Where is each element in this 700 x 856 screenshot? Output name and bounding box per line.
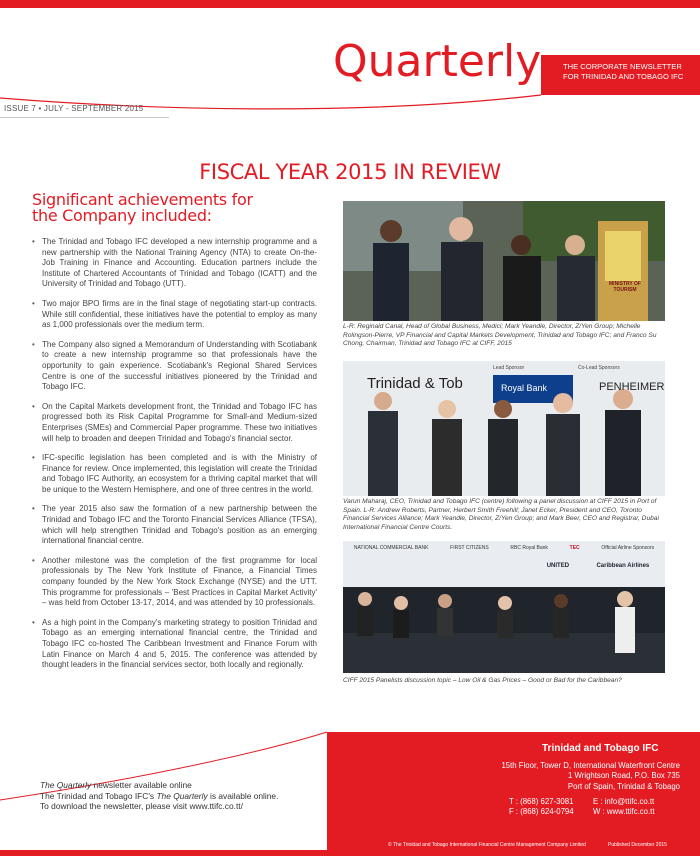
photo-ciff-group-illustration <box>343 201 665 321</box>
footer-telephone: T : (868) 627-3081 <box>509 797 574 806</box>
article-headline: FISCAL YEAR 2015 IN REVIEW <box>199 160 501 184</box>
photo-panel-discussion-illustration <box>343 541 665 673</box>
sponsor-banner <box>343 545 665 551</box>
footer-email[interactable]: E : info@ttifc.co.tt <box>593 797 655 806</box>
footer-address <box>420 761 680 792</box>
list-item: • The Company also signed a Memorandum of Understanding with Scotiabank to create a new internship programme so that professionals have the opportunity to gain experience. Scotiabank's Regional Shared Services Centre is one of the successful initiatives pioneered by the Trinidad and Tobago IFC. <box>32 340 317 393</box>
airline-banner <box>533 563 663 569</box>
tagline-line-2: FOR TRINIDAD AND TOBAGO IFC <box>563 72 684 81</box>
tagline-line-1: THE CORPORATE NEWSLETTER <box>563 62 682 71</box>
footer-org-name: Trinidad and Tobago IFC <box>542 743 659 754</box>
banner-right-text: PENHEIMER <box>599 381 665 393</box>
footer-fax: F : (868) 624-0794 <box>509 807 574 816</box>
online-line2-pre: The Trinidad and Tobago IFC's <box>40 790 157 801</box>
subhead-line-1: Significant achievements for <box>32 190 253 209</box>
address-line-1: 15th Floor, Tower D, International Waterfront Centre <box>501 761 680 770</box>
list-item: • On the Capital Markets development front, the Trinidad and Tobago IFC has progressed both its Risk Capital Programme for Small-and Medium-sized Enterprises (SMEs) and Commercial Paper programme. These two initiatives will help to broaden and deepen Trinidad and Tobago's financial sector. <box>32 402 317 444</box>
online-title-italic: The Quarterly <box>40 780 92 790</box>
photo-ciff-group <box>343 201 665 321</box>
sponsor-firstcitizens: FIRST CITIZENS <box>450 545 489 551</box>
article-subhead <box>32 192 332 224</box>
online-notice-line2 <box>40 791 278 802</box>
issue-divider <box>0 117 169 118</box>
sponsor-airline-label: Official Airline Sponsors <box>601 545 655 551</box>
achievements-list <box>32 237 317 671</box>
photo-1-caption: L-R: Reginald Canal, Head of Global Business, Medici; Mark Yeandle, Director, Z/Yen Group; Michelle Rolingson-Pierre, VP Financial and Capital Markets Development, Trinidad and Tobago IFC; and Franco Su Chong, Chairman, Trinidad and Tobago IFC at CIFF, 2015 <box>343 323 657 348</box>
sponsor-tec: TEC <box>569 545 580 551</box>
footer-copyright: © The Trinidad and Tobago International Financial Centre Management Company Limited <box>388 842 586 848</box>
issue-label: ISSUE 7 • JULY - SEPTEMBER 2015 <box>4 104 144 113</box>
banner-co-text: Co-Lead Sponsors <box>578 365 620 371</box>
online-line2-post: is available online. <box>207 790 279 801</box>
sponsor-caribbean-airlines: Caribbean Airlines <box>596 563 650 569</box>
list-item: • The year 2015 also saw the formation of a new partnership between the Trinidad and Tobago IFC and the Toronto Financial Services Alliance (TFSA), which will help strengthen Trinidad and Tobago's position as an emerging international financial centre. <box>32 504 317 546</box>
sponsor-rbc: RBC Royal Bank <box>510 545 548 551</box>
list-item: • Another milestone was the completion of the first programme for local professionals by The New York Institute of Finance, a Financial Times company founded by the New York Stock Exchange (NYSE) and the UTT. This programme for professionals – 'Best Practices in Capital Market Activity' – was held from October 13-17, 2014, and was attended by 10 professionals. <box>32 556 317 609</box>
online-notice <box>40 780 278 812</box>
photo-panel-discussion <box>343 541 665 673</box>
photo-2-caption: Varun Maharaj, CEO, Trinidad and Tobago IFC (centre) following a panel discussion at CIFF 2015 in Port of Spain. L-R: Andrew Roberts, Partner, Herbert Smith Freehill; Janet Ecker, President and CEO, Toronto Financial Services Alliance; Mark Yeandle, Director, Z/Yen Group; and Mark Beer, CEO and Registrar, Dubai International Financial Centre Courts. <box>343 498 659 531</box>
online-line2-italic: The Quarterly <box>156 790 208 801</box>
subhead-line-2: the Company included: <box>32 206 212 225</box>
sponsor-ncb: NATIONAL COMMERCIAL BANK <box>353 545 429 551</box>
footer-published: Published December 2015 <box>608 842 667 848</box>
tourism-sign: MINISTRY OF TOURISM <box>609 281 641 293</box>
list-item: • Two major BPO firms are in the final stage of negotiating start-up contracts. While still confidential, these initiatives have the potential to employ as many as 1,000 professionals over the medium term. <box>32 299 317 331</box>
list-item: • The Trinidad and Tobago IFC developed a new internship programme and a new partnership with the National Training Agency (NTA) to create On-the-Job Training in Finance and Accounting. Education partners include the Institute of Chartered Accountants of Trinidad and Tobago (ICATT) and the University of Trinidad and Tobago (UTT). <box>32 237 317 290</box>
photo-3-caption: CIFF 2015 Panelists discussion topic – Low Oil & Gas Prices – Good or Bad for the Caribbean? <box>343 677 622 684</box>
newsletter-title: Quarterly <box>333 36 542 87</box>
newsletter-tagline <box>541 55 700 95</box>
top-accent-bar <box>0 0 700 8</box>
address-line-2: 1 Wrightson Road, P.O. Box 735 <box>568 771 680 781</box>
online-notice-link[interactable]: To download the newsletter, please visit www.ttifc.co.tt/ <box>40 801 243 811</box>
photo-panel-speakers <box>343 361 665 496</box>
banner-bank-text: Royal Bank <box>501 383 548 393</box>
banner-left-text: Trinidad & Tob <box>367 375 463 392</box>
sponsor-united: UNITED <box>546 563 570 569</box>
banner-lead-text: Lead Sponsor <box>493 365 525 371</box>
address-line-3: Port of Spain, Trinidad & Tobago <box>567 781 680 791</box>
online-title-rest: newsletter available online <box>91 780 192 790</box>
list-item: • IFC-specific legislation has been completed and is with the Ministry of Finance for review. Once implemented, this legislation will create the Trinidad and Tobago IFC Authority, an ecosystem for a thriving capital market that will be unique to the Western Hemisphere, and one of three centres in the world. <box>32 453 317 495</box>
online-notice-title <box>40 780 278 791</box>
footer-website[interactable]: W : www.ttifc.co.tt <box>593 807 655 816</box>
list-item: • As a high point in the Company's marketing strategy to position Trinidad and Tobago as an emerging international financial centre, the Trinidad and Tobago IFC co-hosted The Caribbean Investment and Finance Forum with Latin Finance on March 4 and 5, 2015. The conference was attended by thought leaders in the financial services sector, both locally and regionally. <box>32 618 317 671</box>
